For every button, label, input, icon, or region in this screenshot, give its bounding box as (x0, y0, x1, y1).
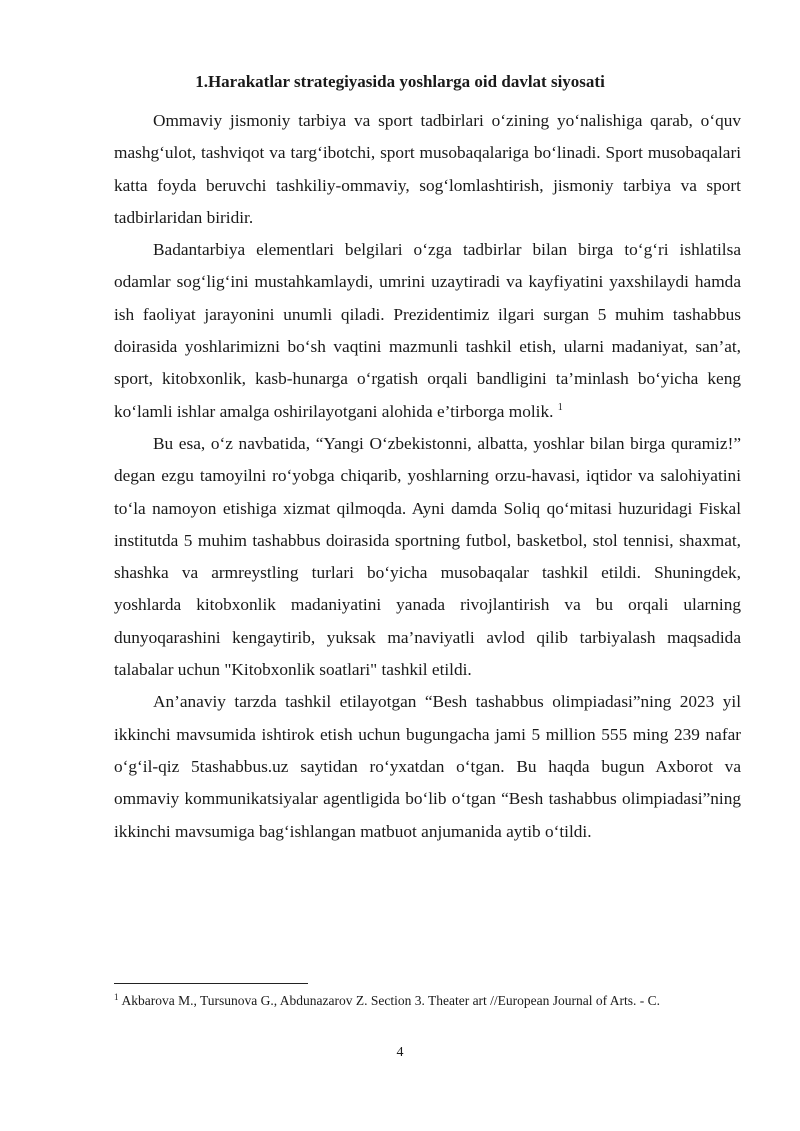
footnote-reference[interactable]: 1 (557, 401, 563, 413)
paragraph-1 (114, 105, 741, 234)
paragraph-2 (114, 234, 741, 428)
footnote-text: Akbarova M., Tursunova G., Abdunazarov Z. Section 3. Theater art //European Journal of Arts. - C. (121, 993, 661, 1008)
paragraph-text: Ommaviy jismoniy tarbiya va sport tadbirlari o‘zining yo‘nalishiga qarab, o‘quv mashg‘ulot, tashviqot va targ‘ibotchi, sport musobaqalariga bo‘linadi. Sport musobaqalari katta foyda beruvchi tashkiliy-ommaviy, sog‘lomlashtirish, jismoniy tarbiya va sport tadbirlaridan biridir. (114, 111, 741, 227)
body-text (114, 105, 741, 848)
paragraph-text: An’anaviy tarzda tashkil etilayotgan “Besh tashabbus olimpiadasi”ning 2023 yil ikkinchi mavsumida ishtirok etish uchun bugungacha jami 5 million 555 ming 239 nafar o‘g‘il-qiz 5tashabbus.uz saytidan ro‘yxatdan o‘tgan. Bu haqda bugun Axborot va ommaviy kommunikatsiyalar agentligida bo‘lib o‘tgan “Besh tashabbus olimpiadasi”ning ikkinchi mavsumiga bag‘ishlangan matbuot anjumanida aytib o‘tildi. (114, 692, 741, 841)
paragraph-text: Badantarbiya elementlari belgilari o‘zga tadbirlar bilan birga to‘g‘ri ishlatilsa odamlar sog‘lig‘ini mustahkamlaydi, umrini uzaytiradi va kayfiyatini yaxshilaydi hamda ish faoliyat jarayonini unumli qiladi. Prezidentimiz ilgari surgan 5 muhim tashabbus doirasida yoshlarimizni bo‘sh vaqtini mazmunli tashkil etish, ularni madaniyat, san’at, sport, kitobxonlik, kasb-hunarga o‘rgatish orqali bandligini ta’minlash bo‘yicha keng ko‘lamli ishlar amalga oshirilayotgani alohida e’tirborga molik. (114, 240, 741, 421)
paragraph-3 (114, 428, 741, 686)
page-number: 4 (396, 1045, 404, 1060)
footnote-separator (114, 983, 308, 984)
paragraph-text: Bu esa, o‘z navbatida, “Yangi O‘zbekistonni, albatta, yoshlar bilan birga quramiz!” degan ezgu tamoyilni ro‘yobga chiqarib, yoshlarning orzu-havasi, iqtidor va salohiyatini to‘la namoyon etishiga xizmat qilmoqda. Ayni damda Soliq qo‘mitasi huzuridagi Fiskal institutda 5 muhim tashabbus doirasida sportning futbol, basketbol, stol tennisi, shaxmat, shashka va armreystling turlari bo‘yicha musobaqalar tashkil etildi. Shuningdek, yoshlarda kitobxonlik madaniyatini yanada rivojlantirish va bu orqali ularning dunyoqarashini kengaytirib, yuksak ma’naviyatli avlod qilib tarbiyalash maqsadida talabalar uchun "Kitobxonlik soatlari" tashkil etildi. (114, 433, 741, 680)
footnote (114, 992, 754, 1010)
footnote-marker: 1 (114, 991, 119, 1002)
paragraph-4 (114, 686, 741, 847)
section-heading: 1.Harakatlar strategiyasida yoshlarga oid davlat siyosati (195, 72, 605, 91)
